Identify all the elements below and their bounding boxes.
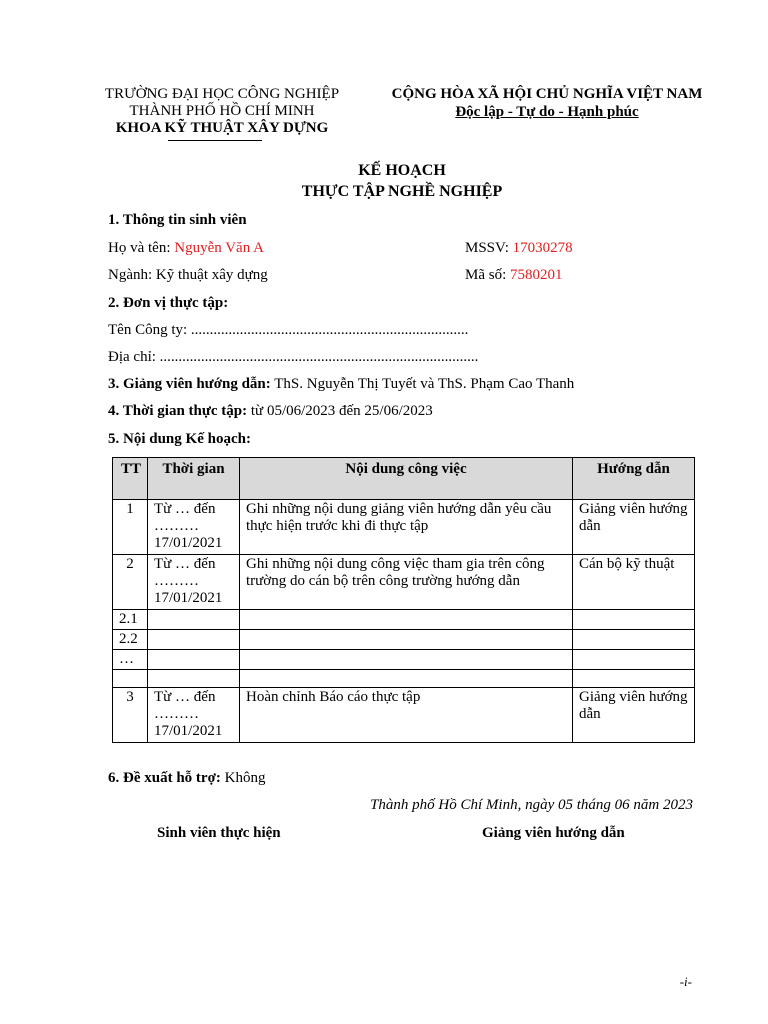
school-name: TRƯỜNG ĐẠI HỌC CÔNG NGHIỆP	[104, 86, 340, 102]
row-time	[148, 630, 240, 650]
col-header-tt: TT	[113, 458, 148, 500]
row-tt: 2.2	[113, 630, 148, 650]
period-label: 4. Thời gian thực tập:	[108, 403, 248, 419]
lecturer-signature-label: Giảng viên hướng dẫn	[482, 825, 625, 841]
place-date: Thành phố Hồ Chí Minh, ngày 05 tháng 06 năm 2023	[370, 797, 693, 813]
table-row	[113, 500, 695, 555]
row-guide: Giảng viên hướng dẫn	[573, 688, 695, 743]
section5-heading: 5. Nội dung Kế hoạch:	[108, 431, 251, 447]
row-content: Hoàn chỉnh Báo cáo thực tập	[240, 688, 573, 743]
row-tt: …	[113, 650, 148, 670]
supervisor-label: 3. Giảng viên hướng dẫn:	[108, 376, 271, 392]
student-id-row	[465, 240, 573, 257]
student-id-value: 17030278	[512, 240, 573, 256]
row-content: Ghi những nội dung giảng viên hướng dẫn yêu cầu thực hiện trước khi đi thực tập	[240, 500, 573, 555]
doc-subtitle: THỰC TẬP NGHỀ NGHIỆP	[301, 183, 503, 200]
row-content: Ghi những nội dung công việc tham gia trên công trường do cán bộ trên công trường hướng dẫn	[240, 555, 573, 610]
row-tt	[113, 670, 148, 688]
support-value: Không	[220, 770, 266, 786]
col-header-time: Thời gian	[148, 458, 240, 500]
republic-title: CỘNG HÒA XÃ HỘI CHỦ NGHĨA VIỆT NAM	[391, 86, 703, 102]
major-code-label: Mã số:	[465, 267, 510, 283]
table-header-row	[113, 458, 695, 500]
address-field: Địa chỉ: .....................................................................................	[108, 349, 479, 365]
row-time	[148, 610, 240, 630]
row-guide	[573, 650, 695, 670]
student-name-value: Nguyễn Văn A	[174, 240, 264, 256]
row-tt: 2.1	[113, 610, 148, 630]
row-guide	[573, 670, 695, 688]
row-content	[240, 630, 573, 650]
support-row	[108, 770, 265, 787]
company-field: Tên Công ty: ..........................................................................	[108, 322, 469, 338]
row-time	[148, 670, 240, 688]
table-row	[113, 555, 695, 610]
table-row	[113, 670, 695, 688]
row-guide	[573, 610, 695, 630]
row-tt: 2	[113, 555, 148, 610]
row-time	[148, 650, 240, 670]
major-code-value: 7580201	[510, 267, 563, 283]
row-content	[240, 670, 573, 688]
table-row	[113, 630, 695, 650]
section2-heading: 2. Đơn vị thực tập:	[108, 295, 229, 311]
row-time: Từ … đến ……… 17/01/2021	[148, 555, 240, 610]
table-row	[113, 610, 695, 630]
row-guide	[573, 630, 695, 650]
row-tt: 1	[113, 500, 148, 555]
supervisor-value: ThS. Nguyễn Thị Tuyết và ThS. Phạm Cao Thanh	[270, 376, 575, 392]
row-tt: 3	[113, 688, 148, 743]
support-label: 6. Đề xuất hỗ trợ:	[108, 770, 221, 786]
student-signature-label: Sinh viên thực hiện	[157, 825, 281, 841]
student-name-label: Họ và tên:	[108, 240, 175, 256]
row-content	[240, 650, 573, 670]
section1-heading: 1. Thông tin sinh viên	[108, 212, 247, 228]
student-name-row	[108, 240, 264, 257]
supervisor-row	[108, 376, 574, 393]
major-row: Ngành: Kỹ thuật xây dựng	[108, 267, 268, 283]
period-row	[108, 403, 433, 420]
faculty-underline	[168, 140, 262, 141]
period-value: từ 05/06/2023 đến 25/06/2023	[247, 403, 433, 419]
col-header-content: Nội dung công việc	[240, 458, 573, 500]
table-row	[113, 650, 695, 670]
page-number: -i-	[679, 974, 692, 989]
row-guide: Cán bộ kỹ thuật	[573, 555, 695, 610]
motto: Độc lập - Tự do - Hạnh phúc	[455, 104, 639, 120]
faculty-name: KHOA KỸ THUẬT XÂY DỰNG	[115, 120, 329, 136]
col-header-guide: Hướng dẫn	[573, 458, 695, 500]
row-time: Từ … đến ……… 17/01/2021	[148, 688, 240, 743]
doc-title: KẾ HOẠCH	[358, 162, 446, 179]
plan-table	[112, 457, 695, 743]
school-city: THÀNH PHỐ HỒ CHÍ MINH	[129, 103, 315, 119]
table-row	[113, 688, 695, 743]
row-time: Từ … đến ……… 17/01/2021	[148, 500, 240, 555]
row-guide: Giảng viên hướng dẫn	[573, 500, 695, 555]
row-content	[240, 610, 573, 630]
major-code-row	[465, 267, 563, 284]
student-id-label: MSSV:	[465, 240, 513, 256]
